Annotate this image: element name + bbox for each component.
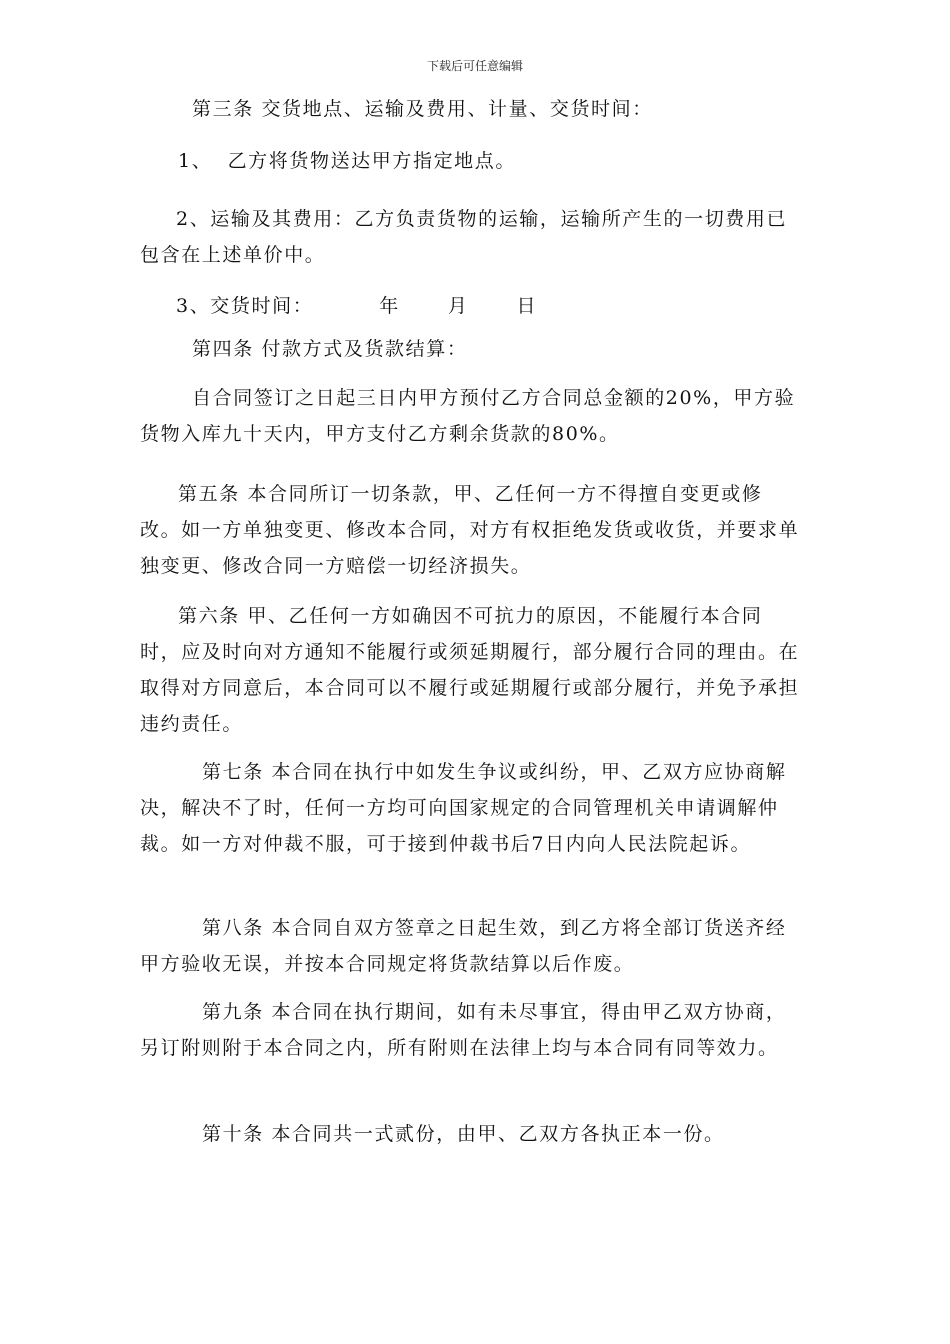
clause-7: 第七条 本合同在执行中如发生争议或纠纷，甲、乙双方应协商解决，解决不了时，任何一方均可向国家规定的合同管理机关申请调解仲裁。如一方对仲裁不服，可于接到仲裁书后7日内向人民法院起诉。 (140, 761, 787, 855)
clause-4-body: 自合同签订之日起三日内甲方预付乙方合同总金额的20%，甲方验货物入库九十天内，甲方支付乙方剩余货款的80%。 (140, 387, 796, 445)
clause-4-title: 第四条 付款方式及货款结算： (192, 338, 468, 360)
delivery-month-label: 月 (447, 295, 469, 317)
clause-10: 第十条 本合同共一式贰份，由甲、乙双方各执正本一份。 (202, 1123, 725, 1145)
clause-3-item-3 (140, 288, 800, 324)
page-header: 下载后可任意编辑 (426, 59, 523, 73)
clause-5: 第五条 本合同所订一切条款，甲、乙任何一方不得擅自变更或修改。如一方单独变更、修改本合同，对方有权拒绝发货或收货，并要求单独变更、修改合同一方赔偿一切经济损失。 (140, 483, 800, 577)
clause-3-item-2: 2、运输及其费用：乙方负责货物的运输，运输所产生的一切费用已包含在上述单价中。 (140, 208, 788, 266)
delivery-day-label: 日 (516, 295, 538, 317)
clause-6: 第六条 甲、乙任何一方如确因不可抗力的原因，不能履行本合同时，应及时向对方通知不能履行或须延期履行，部分履行合同的理由。在取得对方同意后，本合同可以不履行或延期履行或部分履行，并免予承担违约责任。 (140, 605, 800, 735)
clause-8: 第八条 本合同自双方签章之日起生效，到乙方将全部订货送齐经甲方验收无误，并按本合同规定将货款结算以后作废。 (140, 917, 787, 975)
clause-9: 第九条 本合同在执行期间，如有未尽事宜，得由甲乙双方协商，另订附则附于本合同之内，所有附则在法律上均与本合同有同等效力。 (140, 1001, 787, 1059)
delivery-time-label: 3、交货时间： (176, 295, 314, 317)
clause-3-title: 第三条 交货地点、运输及费用、计量、交货时间： (192, 98, 653, 120)
clause-3-item-1: 1、 乙方将货物送达甲方指定地点。 (178, 150, 516, 172)
delivery-year-label: 年 (379, 295, 400, 317)
